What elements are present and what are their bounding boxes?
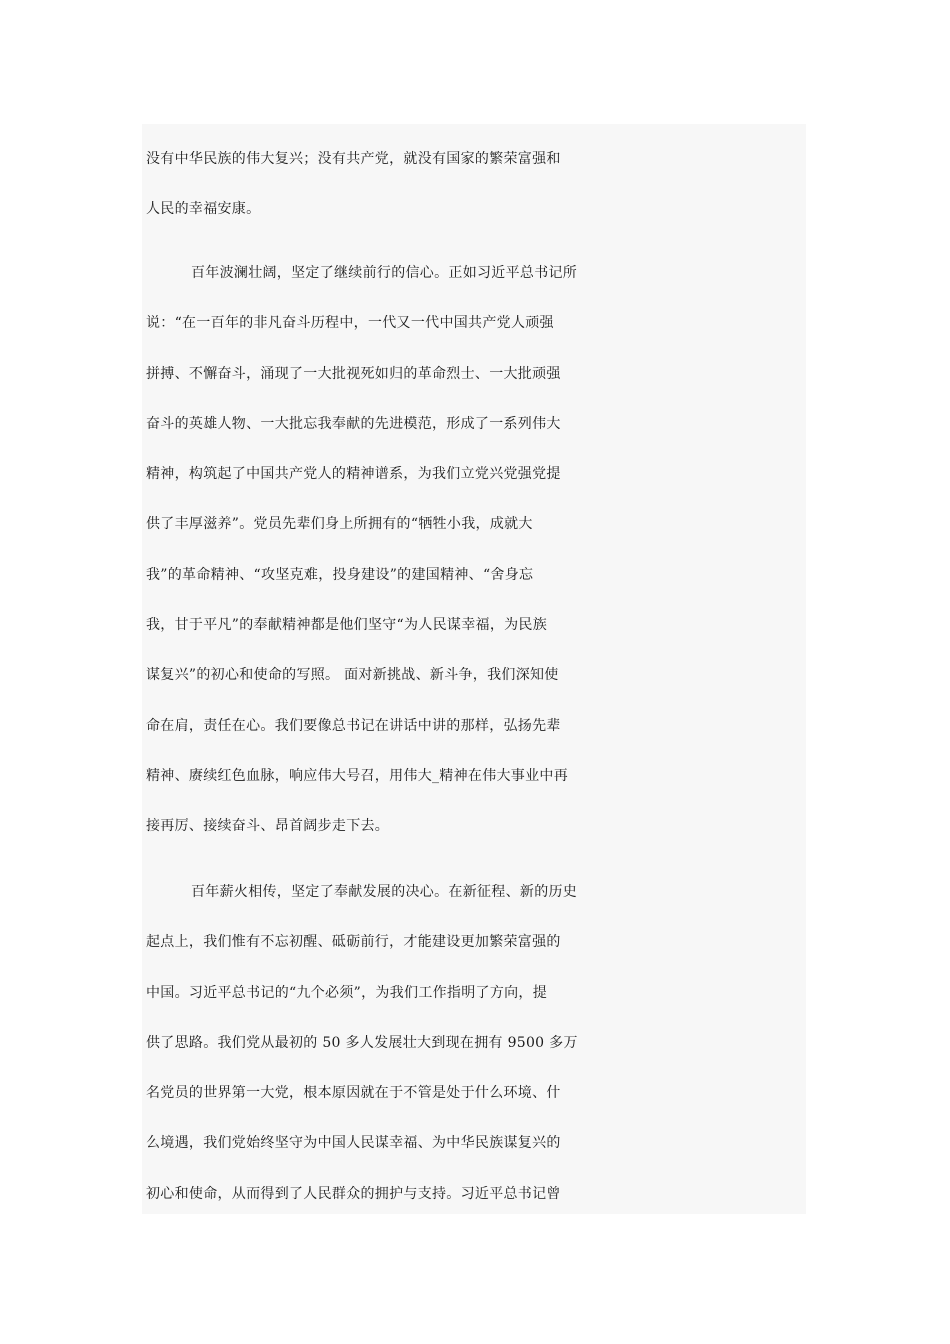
paragraph-line: 我”的革命精神、“攻坚克难，投身建设”的建国精神、“舍身忘 xyxy=(146,566,534,583)
paragraph-line: 供了思路。我们党从最初的 50 多人发展壮大到现在拥有 9500 多万 xyxy=(146,1034,578,1051)
paragraph-line: 精神，构筑起了中国共产党人的精神谱系，为我们立党兴党强党提 xyxy=(146,466,561,483)
paragraph-line: 百年波澜壮阔，坚定了继续前行的信心。正如习近平总书记所 xyxy=(191,265,578,281)
paragraph-line: 命在肩，责任在心。我们要像总书记在讲话中讲的那样，弘扬先辈 xyxy=(146,717,561,734)
paragraph-line: 么境遇，我们党始终坚守为中国人民谋幸福、为中华民族谋复兴的 xyxy=(146,1135,561,1152)
paragraph-1 xyxy=(146,134,806,235)
paragraph-line: 起点上，我们惟有不忘初醒、砥砺前行，才能建设更加繁荣富强的 xyxy=(146,934,561,951)
paragraph-line: 人民的幸福安康。 xyxy=(146,201,261,218)
paragraph-line: 精神、赓续红色血脉，响应伟大号召，用伟大_精神在伟大事业中再 xyxy=(146,767,568,784)
paragraph-line: 中国。习近平总书记的“九个必须”，为我们工作指明了方向，提 xyxy=(146,984,548,1001)
paragraph-line: 接再厉、接续奋斗、昂首阔步走下去。 xyxy=(146,818,390,835)
document-page xyxy=(142,124,806,1214)
paragraph-line: 说：“在一百年的非凡奋斗历程中，一代又一代中国共产党人顽强 xyxy=(146,315,554,332)
paragraph-line: 名党员的世界第一大党，根本原因就在于不管是处于什么环境、什 xyxy=(146,1085,561,1102)
paragraph-line: 初心和使命，从而得到了人民群众的拥护与支持。习近平总书记曾 xyxy=(146,1185,561,1202)
paragraph-line: 供了丰厚滋养”。党员先辈们身上所拥有的“牺牲小我，成就大 xyxy=(146,516,533,533)
paragraph-line: 我，甘于平凡”的奉献精神都是他们坚守“为人民谋幸福，为民族 xyxy=(146,617,548,634)
paragraph-line: 奋斗的英雄人物、一大批忘我奉献的先进模范，形成了一系列伟大 xyxy=(146,415,561,432)
paragraph-line: 拼搏、不懈奋斗，涌现了一大批视死如归的革命烈士、一大批顽强 xyxy=(146,365,561,382)
paragraph-line: 谋复兴”的初心和使命的写照。 面对新挑战、新斗争，我们深知使 xyxy=(146,667,559,684)
paragraph-line: 没有中华民族的伟大复兴；没有共产党，就没有国家的繁荣富强和 xyxy=(146,151,561,167)
paragraph-line: 百年薪火相传，坚定了奉献发展的决心。在新征程、新的历史 xyxy=(191,884,578,900)
paragraph-2 xyxy=(146,248,806,852)
paragraph-3 xyxy=(146,867,806,1219)
